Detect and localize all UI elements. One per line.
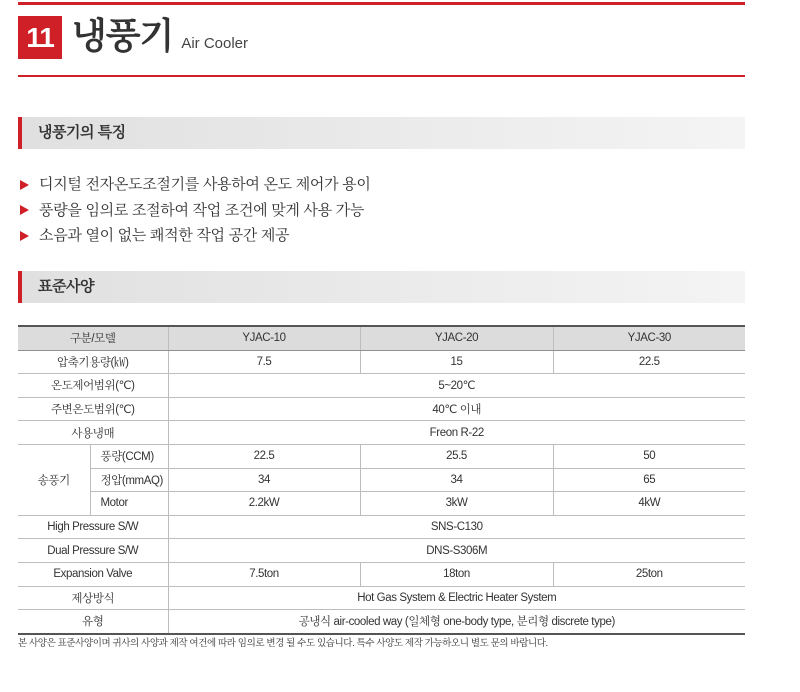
table-row <box>18 444 745 468</box>
section-title: 표준사양 <box>38 278 94 295</box>
table-cell: 2.2kW <box>168 492 360 516</box>
table-row <box>18 562 745 586</box>
table-cell: Freon R-22 <box>168 421 745 445</box>
table-row <box>18 421 745 445</box>
table-row <box>18 397 745 421</box>
chapter-number-badge: 11 <box>18 16 62 59</box>
list-item <box>18 172 371 198</box>
row-sublabel: Motor <box>90 492 168 516</box>
page-title <box>72 12 248 60</box>
section-header-spec <box>18 271 745 303</box>
section-marker <box>18 271 22 303</box>
table-cell: 3kW <box>360 492 553 516</box>
spec-table <box>18 325 745 635</box>
top-accent-line <box>18 2 745 5</box>
table-cell: 공냉식 air-cooled way (일체형 one-body type, 분리형 discrete type) <box>168 610 745 634</box>
row-sublabel: 정압(mmAQ) <box>90 468 168 492</box>
row-label: 사용냉매 <box>18 421 168 445</box>
table-row <box>18 539 745 563</box>
row-label: Dual Pressure S/W <box>18 539 168 563</box>
feature-list <box>18 172 371 249</box>
row-label: 온도제어범위(℃) <box>18 374 168 398</box>
triangle-right-icon <box>20 205 29 215</box>
table-cell: 22.5 <box>168 444 360 468</box>
row-label: 제상방식 <box>18 586 168 610</box>
section-title: 냉풍기의 특징 <box>38 124 126 141</box>
table-cell: 40℃ 이내 <box>168 397 745 421</box>
row-sublabel: 풍량(CCM) <box>90 444 168 468</box>
row-label: 유형 <box>18 610 168 634</box>
table-cell: 18ton <box>360 562 553 586</box>
table-row <box>18 586 745 610</box>
table-cell: 25ton <box>553 562 745 586</box>
table-row <box>18 610 745 634</box>
table-cell: 34 <box>360 468 553 492</box>
header-cell-model: YJAC-30 <box>553 326 745 350</box>
row-label: High Pressure S/W <box>18 515 168 539</box>
list-item <box>18 198 371 224</box>
row-label: 압축기용량(㎾) <box>18 350 168 374</box>
row-group-label: 송풍기 <box>18 444 90 515</box>
table-cell: 4kW <box>553 492 745 516</box>
table-cell: 25.5 <box>360 444 553 468</box>
table-cell: 7.5 <box>168 350 360 374</box>
triangle-right-icon <box>20 231 29 241</box>
table-cell: 15 <box>360 350 553 374</box>
triangle-right-icon <box>20 180 29 190</box>
section-marker <box>18 117 22 149</box>
footnote: 본 사양은 표준사양이며 귀사의 사양과 제작 여건에 따라 임의로 변경 될 수도 있습니다. 특수 사양도 제작 가능하오니 별도 문의 바랍니다. <box>18 638 548 649</box>
row-label: Expansion Valve <box>18 562 168 586</box>
page-title-english: Air Cooler <box>181 35 249 52</box>
page-title-korean: 냉풍기 <box>72 15 174 56</box>
row-label: 주변온도범위(℃) <box>18 397 168 421</box>
feature-text: 디지털 전자온도조절기를 사용하여 온도 제어가 용이 <box>39 176 371 193</box>
table-cell: 5~20℃ <box>168 374 745 398</box>
header-cell-model: YJAC-10 <box>168 326 360 350</box>
section-header-features <box>18 117 745 149</box>
table-row <box>18 374 745 398</box>
table-cell: DNS-S306M <box>168 539 745 563</box>
header-cell-model: YJAC-20 <box>360 326 553 350</box>
table-cell: 34 <box>168 468 360 492</box>
table-row <box>18 515 745 539</box>
feature-text: 소음과 열이 없는 쾌적한 작업 공간 제공 <box>39 227 290 244</box>
header-cell-category: 구분/모델 <box>18 326 168 350</box>
table-cell: 50 <box>553 444 745 468</box>
feature-text: 풍량을 임의로 조절하여 작업 조건에 맞게 사용 가능 <box>39 201 365 219</box>
table-row <box>18 350 745 374</box>
table-row <box>18 468 745 492</box>
table-cell: SNS-C130 <box>168 515 745 539</box>
table-cell: 7.5ton <box>168 562 360 586</box>
table-cell: 22.5 <box>553 350 745 374</box>
table-cell: 65 <box>553 468 745 492</box>
title-underline <box>18 75 745 77</box>
table-header-row <box>18 326 745 350</box>
table-cell: Hot Gas System & Electric Heater System <box>168 586 745 610</box>
table-row <box>18 492 745 516</box>
list-item <box>18 223 371 249</box>
